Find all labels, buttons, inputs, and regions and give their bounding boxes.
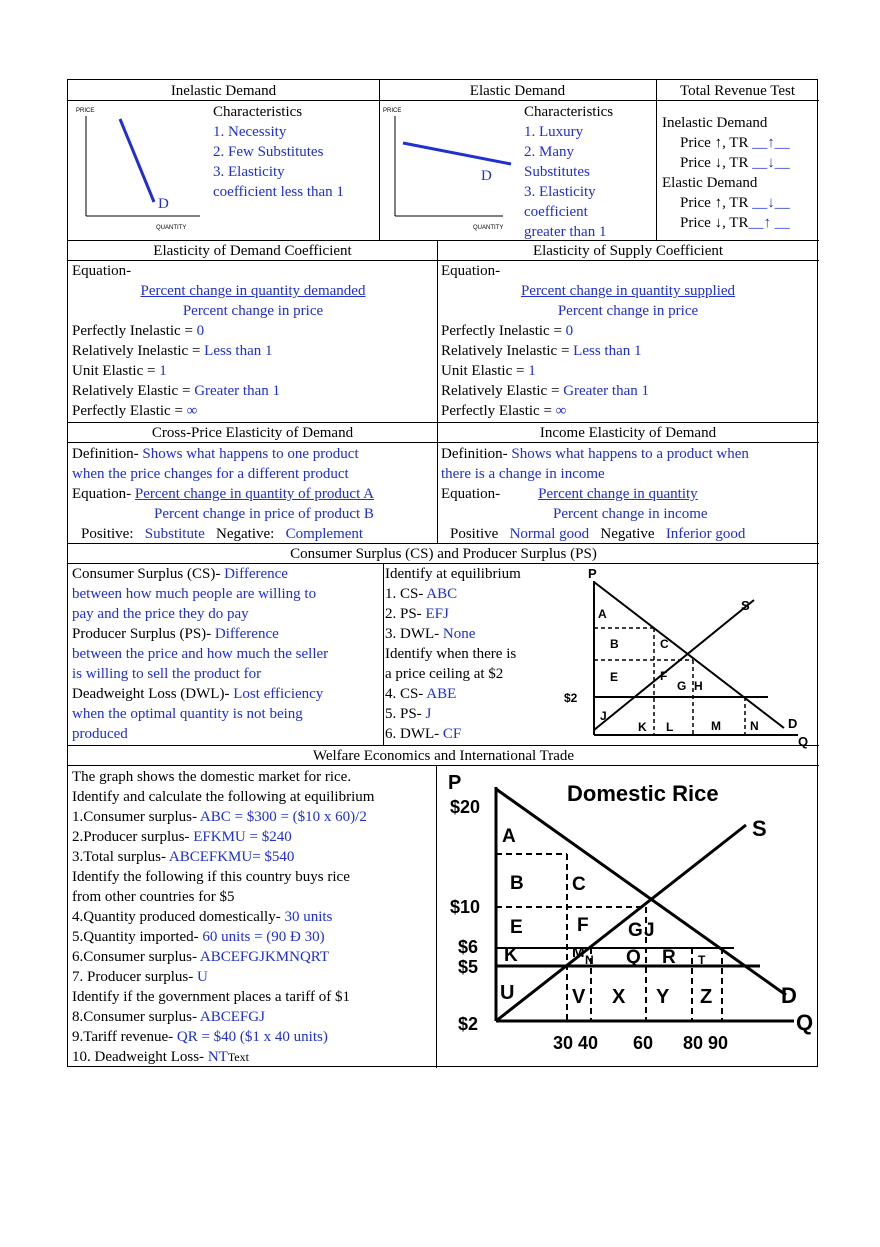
divider bbox=[436, 765, 437, 1068]
axis-q-label: Q bbox=[796, 1010, 814, 1035]
coef-row bbox=[72, 381, 434, 401]
answer-value: NT bbox=[207, 1049, 228, 1065]
coef-row bbox=[441, 401, 815, 421]
graph-title: Domestic Rice bbox=[567, 781, 719, 806]
coef-label: Unit Elastic = bbox=[72, 363, 160, 379]
definition-text: there is a change in income bbox=[441, 466, 605, 482]
definition-text: Shows what happens to one product bbox=[142, 446, 359, 462]
answer-row bbox=[72, 1027, 434, 1047]
question-heading: Identify and calculate the following at equilibrium bbox=[72, 789, 375, 805]
region-n: N bbox=[585, 953, 594, 967]
answer-value: 60 units = (90 Ð 30) bbox=[202, 929, 325, 945]
region-b: B bbox=[510, 873, 524, 894]
region-j: J bbox=[644, 920, 655, 941]
region-c: C bbox=[660, 637, 669, 651]
equation-label: Equation- bbox=[72, 263, 132, 279]
answer-value: ABC = $300 = ($10 x 60)/2 bbox=[199, 809, 367, 825]
answer-label: 8.Consumer surplus- bbox=[72, 1009, 200, 1025]
trt-elastic-label: Elastic Demand bbox=[662, 175, 758, 191]
answer-value: QR = $40 ($1 x 40 units) bbox=[176, 1029, 328, 1045]
trt-inelastic-label: Inelastic Demand bbox=[662, 115, 768, 131]
characteristics-heading: Characteristics bbox=[213, 104, 303, 120]
coef-label: Perfectly Inelastic = bbox=[441, 323, 566, 339]
supply-coef-title: Elasticity of Supply Coefficient bbox=[532, 243, 724, 259]
answer-value: U bbox=[196, 969, 208, 985]
divider bbox=[383, 563, 384, 745]
negative-label: Negative: bbox=[216, 526, 275, 542]
graph-price-label: PRICE bbox=[383, 108, 402, 114]
answer-value: EFJ bbox=[425, 606, 449, 622]
equation-denominator: Percent change in price of product B bbox=[154, 506, 374, 522]
region-t: T bbox=[698, 953, 706, 967]
cs-text: between how much people are willing to bbox=[72, 586, 317, 602]
answer-label: 7. Producer surplus- bbox=[72, 969, 197, 985]
answer-row bbox=[72, 1047, 434, 1067]
positive-label: Positive bbox=[450, 526, 499, 542]
cross-price-body bbox=[72, 444, 434, 544]
axis-q-label: Q bbox=[798, 734, 809, 749]
trt-row-label: Price ↑, TR bbox=[680, 195, 753, 211]
coef-label: Perfectly Inelastic = bbox=[72, 323, 197, 339]
income-title: Income Elasticity of Demand bbox=[539, 425, 717, 441]
answer-label: 9.Tariff revenue- bbox=[72, 1029, 177, 1045]
trt-row-value: __↑__ bbox=[752, 135, 790, 151]
dwl-label: Deadweight Loss (DWL)- bbox=[72, 686, 234, 702]
total-revenue-test bbox=[662, 113, 790, 233]
answer-row bbox=[72, 947, 434, 967]
coef-value: ∞ bbox=[555, 403, 567, 419]
characteristic-item: 1. Luxury bbox=[524, 124, 584, 140]
equation-label: Equation- bbox=[441, 263, 501, 279]
region-l: L bbox=[666, 720, 674, 734]
question-heading: The graph shows the domestic market for rice. bbox=[72, 769, 352, 785]
positive-value: Substitute bbox=[144, 526, 205, 542]
region-u: U bbox=[500, 982, 515, 1004]
equation-numerator: Percent change in quantity bbox=[538, 486, 698, 502]
price-tick: $20 bbox=[450, 797, 481, 817]
answer-row bbox=[72, 907, 434, 927]
answer-label: 10. Deadweight Loss- bbox=[72, 1049, 208, 1065]
characteristic-item: coefficient less than 1 bbox=[213, 184, 344, 200]
answer-label: 1. CS- bbox=[385, 586, 427, 602]
quantity-tick: 60 bbox=[633, 1033, 654, 1053]
demand-curve bbox=[403, 143, 511, 164]
trt-title: Total Revenue Test bbox=[679, 83, 796, 99]
demand-curve bbox=[496, 789, 786, 995]
inelastic-title: Inelastic Demand bbox=[170, 83, 277, 99]
equation-label: Equation- bbox=[441, 486, 501, 502]
supply-curve bbox=[594, 600, 754, 730]
answer-label: 5. PS- bbox=[385, 706, 426, 722]
equation-denominator: Percent change in income bbox=[553, 506, 708, 522]
definition-label: Definition- bbox=[441, 446, 512, 462]
demand-coef-title: Elasticity of Demand Coefficient bbox=[153, 243, 352, 259]
answer-row bbox=[385, 624, 585, 644]
question-heading: Identify the following if this country buys rice bbox=[72, 869, 350, 885]
trt-row-label: Price ↓, TR bbox=[680, 215, 749, 231]
answer-label: 5.Quantity imported- bbox=[72, 929, 203, 945]
characteristic-item: 3. Elasticity bbox=[524, 184, 596, 200]
region-c: C bbox=[572, 874, 586, 895]
elastic-demand-graph bbox=[381, 102, 511, 234]
region-b: B bbox=[610, 637, 619, 651]
definition-text: Shows what happens to a product when bbox=[511, 446, 749, 462]
coef-label: Perfectly Elastic = bbox=[72, 403, 187, 419]
region-m: M bbox=[711, 719, 721, 733]
inelastic-characteristics bbox=[213, 102, 344, 202]
cs-label: Consumer Surplus (CS)- bbox=[72, 566, 225, 582]
region-a: A bbox=[502, 826, 516, 847]
coef-label: Unit Elastic = bbox=[441, 363, 529, 379]
coef-row bbox=[72, 321, 434, 341]
answer-label: 2. PS- bbox=[385, 606, 426, 622]
characteristic-item: 3. Elasticity bbox=[213, 164, 285, 180]
surplus-title: Consumer Surplus (CS) and Producer Surplus (PS) bbox=[290, 546, 597, 562]
surplus-definitions bbox=[72, 564, 380, 744]
coef-value: 0 bbox=[565, 323, 574, 339]
coef-value: 1 bbox=[159, 363, 167, 379]
quantity-tick: 80 90 bbox=[683, 1033, 729, 1053]
dwl-text: Lost efficiency bbox=[233, 686, 324, 702]
elastic-characteristics bbox=[524, 102, 613, 242]
answer-row bbox=[72, 827, 434, 847]
coef-value: Less than 1 bbox=[573, 343, 642, 359]
divider bbox=[437, 240, 438, 543]
definition-text: when the price changes for a different product bbox=[72, 466, 349, 482]
answer-label: 3. DWL- bbox=[385, 626, 443, 642]
coef-label: Relatively Elastic = bbox=[72, 383, 195, 399]
cs-text: pay and the price they do pay bbox=[72, 606, 249, 622]
question-heading: Identify when there is bbox=[385, 646, 517, 662]
elastic-title: Elastic Demand bbox=[469, 83, 566, 99]
trt-row-value: __↓__ bbox=[752, 195, 790, 211]
demand-coef-body bbox=[72, 261, 434, 421]
characteristics-heading: Characteristics bbox=[524, 104, 614, 120]
welfare-questions bbox=[72, 767, 434, 1067]
answer-row bbox=[385, 584, 585, 604]
inelastic-demand-graph bbox=[74, 102, 204, 234]
coef-label: Relatively Inelastic = bbox=[441, 343, 574, 359]
answer-row bbox=[72, 847, 434, 867]
answer-label: 2.Producer surplus- bbox=[72, 829, 194, 845]
characteristic-item: 2. Many bbox=[524, 144, 574, 160]
demand-label: D bbox=[788, 716, 798, 731]
coef-label: Perfectly Elastic = bbox=[441, 403, 556, 419]
region-r: R bbox=[662, 947, 676, 968]
ps-text: is willing to sell the product for bbox=[72, 666, 262, 682]
graph-quantity-label: QUANTITY bbox=[473, 225, 504, 231]
characteristic-item: 2. Few Substitutes bbox=[213, 144, 324, 160]
answer-label: 6. DWL- bbox=[385, 726, 443, 742]
region-e: E bbox=[610, 670, 619, 684]
demand-curve bbox=[120, 119, 154, 202]
cs-text: Difference bbox=[224, 566, 288, 582]
region-v: V bbox=[572, 986, 586, 1008]
answer-value: ABCEFGJKMNQRT bbox=[199, 949, 330, 965]
answer-value: ABCEFKMU= $540 bbox=[168, 849, 295, 865]
price-tick: $10 bbox=[450, 897, 481, 917]
divider bbox=[656, 80, 657, 240]
demand-label: D bbox=[158, 196, 169, 212]
answer-row bbox=[385, 604, 585, 624]
region-m: M bbox=[572, 944, 585, 961]
answer-row bbox=[72, 1007, 434, 1027]
question-heading: a price ceiling at $2 bbox=[385, 666, 504, 682]
trt-row bbox=[662, 213, 790, 233]
divider bbox=[379, 80, 380, 240]
trt-row-value: __↑ __ bbox=[748, 215, 790, 231]
equation-numerator: Percent change in quantity of product A bbox=[134, 486, 375, 502]
dwl-text: when the optimal quantity is not being bbox=[72, 706, 303, 722]
welfare-title: Welfare Economics and International Trade bbox=[312, 748, 575, 764]
equation-label: Equation- bbox=[72, 486, 135, 502]
region-e: E bbox=[510, 917, 523, 938]
price-label: $2 bbox=[564, 691, 578, 705]
answer-row bbox=[385, 684, 585, 704]
answer-row bbox=[72, 927, 434, 947]
positive-value: Normal good bbox=[509, 526, 590, 542]
negative-value: Complement bbox=[285, 526, 364, 542]
coef-row bbox=[72, 361, 434, 381]
study-sheet bbox=[67, 79, 818, 1067]
answer-label: 1.Consumer surplus- bbox=[72, 809, 200, 825]
characteristic-item: Substitutes bbox=[524, 164, 590, 180]
ps-text: between the price and how much the seller bbox=[72, 646, 329, 662]
coef-value: 1 bbox=[528, 363, 536, 379]
coef-label: Relatively Elastic = bbox=[441, 383, 564, 399]
income-body bbox=[441, 444, 815, 544]
answer-value: EFKMU = $240 bbox=[193, 829, 292, 845]
answer-value: CF bbox=[442, 726, 462, 742]
region-y: Y bbox=[656, 986, 670, 1008]
answer-row bbox=[72, 807, 434, 827]
equation-numerator: Percent change in quantity supplied bbox=[520, 283, 736, 299]
ps-label: Producer Surplus (PS)- bbox=[72, 626, 215, 642]
answer-value: 30 units bbox=[284, 909, 333, 925]
trt-row-label: Price ↑, TR bbox=[680, 135, 753, 151]
domestic-rice-graph bbox=[446, 767, 818, 1067]
question-heading: Identify if the government places a tariff of $1 bbox=[72, 989, 350, 1005]
trt-row-label: Price ↓, TR bbox=[680, 155, 753, 171]
surplus-graph bbox=[564, 564, 819, 749]
region-q: Q bbox=[626, 947, 641, 968]
answer-label: 6.Consumer surplus- bbox=[72, 949, 200, 965]
region-g: G bbox=[677, 679, 687, 693]
region-j: J bbox=[600, 709, 607, 723]
region-h: H bbox=[694, 679, 703, 693]
answer-value: ABCEFGJ bbox=[199, 1009, 265, 1025]
trt-row bbox=[662, 133, 790, 153]
answer-row bbox=[385, 704, 585, 724]
definition-label: Definition- bbox=[72, 446, 143, 462]
dwl-text: produced bbox=[72, 726, 128, 742]
coef-row bbox=[441, 381, 815, 401]
trt-row bbox=[662, 153, 790, 173]
region-z: Z bbox=[700, 986, 713, 1008]
coef-value: ∞ bbox=[186, 403, 198, 419]
region-a: A bbox=[598, 607, 607, 621]
coef-row bbox=[72, 401, 434, 421]
answer-label: 4.Quantity produced domestically- bbox=[72, 909, 285, 925]
answer-row bbox=[385, 724, 585, 744]
supply-label: S bbox=[741, 598, 750, 613]
demand-label: D bbox=[481, 168, 492, 184]
coef-row bbox=[441, 361, 815, 381]
trt-row-value: __↓__ bbox=[752, 155, 790, 171]
question-heading: from other countries for $5 bbox=[72, 889, 235, 905]
equation-denominator: Percent change in price bbox=[557, 303, 699, 319]
axis-p-label: P bbox=[588, 566, 597, 581]
trt-row bbox=[662, 193, 790, 213]
supply-coef-body bbox=[441, 261, 815, 421]
coef-row bbox=[441, 321, 815, 341]
equation-denominator: Percent change in price bbox=[182, 303, 324, 319]
negative-value: Inferior good bbox=[665, 526, 746, 542]
supply-label: S bbox=[752, 816, 767, 841]
ps-text: Difference bbox=[214, 626, 279, 642]
region-f: F bbox=[577, 915, 589, 936]
region-k: K bbox=[504, 945, 518, 966]
answer-label: 4. CS- bbox=[385, 686, 427, 702]
region-n: N bbox=[750, 719, 759, 733]
region-k: K bbox=[638, 720, 647, 734]
positive-label: Positive: bbox=[81, 526, 134, 542]
region-g: G bbox=[628, 920, 643, 941]
surplus-questions bbox=[385, 564, 585, 744]
graph-quantity-label: QUANTITY bbox=[156, 225, 187, 231]
answer-value: None bbox=[442, 626, 476, 642]
coef-row bbox=[441, 341, 815, 361]
region-x: X bbox=[612, 986, 626, 1008]
axis-p-label: P bbox=[448, 772, 462, 794]
answer-value: ABC bbox=[426, 586, 458, 602]
answer-value: J bbox=[425, 706, 432, 722]
characteristic-item: coefficient bbox=[524, 204, 588, 220]
stray-text: Text bbox=[227, 1050, 249, 1064]
characteristic-item: greater than 1 bbox=[524, 224, 607, 240]
characteristic-item: 1. Necessity bbox=[213, 124, 287, 140]
price-tick: $2 bbox=[458, 1014, 479, 1034]
coef-value: Greater than 1 bbox=[194, 383, 280, 399]
cross-price-title: Cross-Price Elasticity of Demand bbox=[151, 425, 354, 441]
demand-label: D bbox=[781, 983, 797, 1008]
answer-label: 3.Total surplus- bbox=[72, 849, 169, 865]
region-f: F bbox=[660, 669, 668, 683]
coef-value: 0 bbox=[196, 323, 205, 339]
coef-row bbox=[72, 341, 434, 361]
coef-value: Greater than 1 bbox=[563, 383, 649, 399]
coef-value: Less than 1 bbox=[204, 343, 273, 359]
answer-row bbox=[72, 967, 434, 987]
equation-numerator: Percent change in quantity demanded bbox=[140, 283, 366, 299]
coef-label: Relatively Inelastic = bbox=[72, 343, 205, 359]
answer-value: ABE bbox=[426, 686, 457, 702]
quantity-tick: 30 40 bbox=[553, 1033, 599, 1053]
price-tick: $6 bbox=[458, 937, 479, 957]
graph-price-label: PRICE bbox=[76, 108, 95, 114]
price-tick: $5 bbox=[458, 957, 479, 977]
question-heading: Identify at equilibrium bbox=[385, 566, 521, 582]
negative-label: Negative bbox=[600, 526, 655, 542]
